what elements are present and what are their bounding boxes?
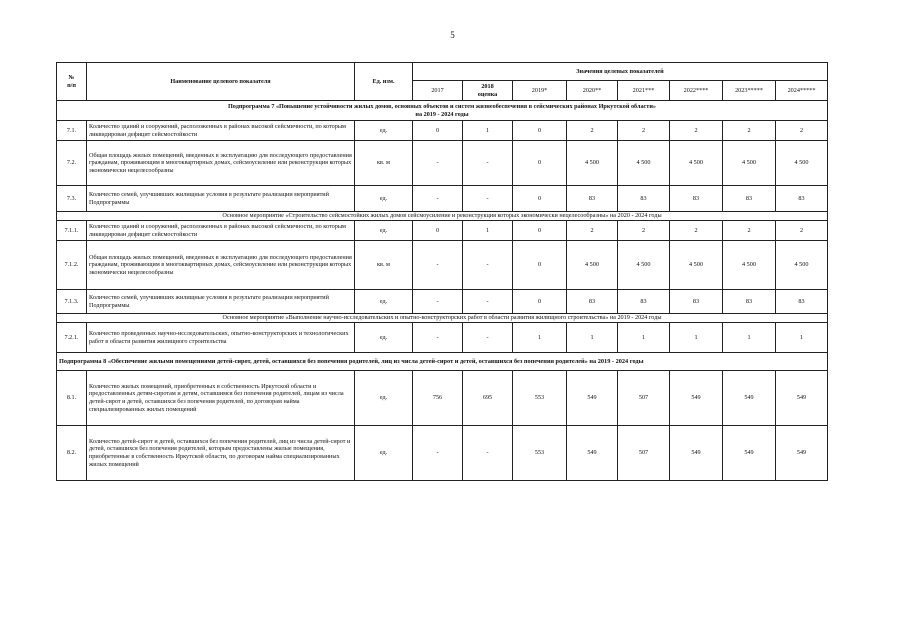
row-value: - [413, 186, 463, 212]
row-value: - [463, 141, 513, 186]
row-value: 83 [670, 186, 723, 212]
row-value: 507 [618, 426, 670, 481]
row-value: 549 [776, 426, 828, 481]
row-value: - [413, 241, 463, 290]
row-value: 0 [513, 241, 567, 290]
row-value: 83 [776, 290, 828, 314]
table-row [57, 221, 828, 241]
row-name: Общая площадь жилых помещений, введенных в эксплуатацию для последующего предоставления гражданам, проживающим в многоквартирных домах, сейсмоусиление или реконструкция которых экономически нецелесообразны [87, 241, 355, 290]
header-year: 2023***** [723, 81, 776, 101]
row-value: 549 [776, 371, 828, 426]
row-value: 549 [567, 426, 618, 481]
row-value: 1 [463, 221, 513, 241]
row-name: Количество детей-сирот и детей, оставшихся без попечения родителей, лиц из числа детей-сирот и детей, оставшихся без попечения родителей, которым предоставлены жилые помещения, приобретенные в собственность Иркутской области, по договорам найма специализированных жилых помещений [87, 426, 355, 481]
row-unit: кв. м [355, 241, 413, 290]
row-value: - [463, 290, 513, 314]
row-unit: ед. [355, 371, 413, 426]
row-value: 83 [567, 290, 618, 314]
row-name: Количество семей, улучшивших жилищные условия в результате реализации мероприятий Подпрограммы [87, 186, 355, 212]
subprogram-7-heading: Подпрограмма 7 «Повышение устойчивости жилых домов, основных объектов и систем жизнеобеспечения в сейсмических районах Иркутской области» на 2019 - 2024 годы [57, 101, 828, 121]
row-value: 756 [413, 371, 463, 426]
row-value: - [413, 290, 463, 314]
row-value: 2 [618, 221, 670, 241]
row-value: 2 [567, 121, 618, 141]
row-value: - [463, 426, 513, 481]
row-value: 695 [463, 371, 513, 426]
row-unit: ед. [355, 221, 413, 241]
row-value: 1 [463, 121, 513, 141]
row-value: 4 500 [723, 141, 776, 186]
row-num: 8.2. [57, 426, 87, 481]
table-row [57, 186, 828, 212]
row-unit: ед. [355, 290, 413, 314]
target-indicators-table [56, 62, 828, 481]
row-name: Количество проведенных научно-исследовательских, опытно-конструкторских и технологических работ в области развития жилищного строительства [87, 323, 355, 353]
row-value: 1 [513, 323, 567, 353]
row-value: 1 [723, 323, 776, 353]
row-value: 2 [670, 121, 723, 141]
page-number: 5 [450, 30, 455, 40]
row-num: 7.1. [57, 121, 87, 141]
row-value: 553 [513, 426, 567, 481]
row-num: 7.2. [57, 141, 87, 186]
row-value: 4 500 [670, 141, 723, 186]
row-value: 4 500 [776, 141, 828, 186]
table-row [57, 141, 828, 186]
row-value: 0 [513, 141, 567, 186]
row-value: - [463, 186, 513, 212]
header-year: 2017 [413, 81, 463, 101]
row-value: 1 [776, 323, 828, 353]
row-value: 83 [776, 186, 828, 212]
row-value: 4 500 [567, 241, 618, 290]
row-value: 2 [723, 121, 776, 141]
row-num: 7.1.2. [57, 241, 87, 290]
table-row [57, 290, 828, 314]
row-name: Общая площадь жилых помещений, введенных в эксплуатацию для последующего предоставления гражданам, проживающим в многоквартирных домах, сейсмоусиление или реконструкция которых экономически нецелесообразны [87, 141, 355, 186]
row-num: 7.3. [57, 186, 87, 212]
subprogram-8-heading: Подпрограмма 8 «Обеспечение жилыми помещениями детей-сирот, детей, оставшихся без попечения родителей, лиц из числа детей-сирот и детей, оставшихся без попечения родителей» на 2019 - 2024 годы [57, 353, 828, 371]
row-name: Количество жилых помещений, приобретенных в собственность Иркутской области и предоставленных детям-сиротам и детям, оставшимся без попечения родителей, лицам из числа детей-сирот и детей, оставшихся без попечения родителей, по договорам найма специализированных жилых помещений [87, 371, 355, 426]
row-name: Количество семей, улучшивших жилищные условия в результате реализации мероприятий Подпрограммы [87, 290, 355, 314]
row-value: 553 [513, 371, 567, 426]
row-unit: ед. [355, 426, 413, 481]
header-year: 2024***** [776, 81, 828, 101]
row-value: 2 [670, 221, 723, 241]
row-value: 1 [670, 323, 723, 353]
row-value: 549 [670, 371, 723, 426]
table-row [57, 323, 828, 353]
row-num: 7.1.1. [57, 221, 87, 241]
row-value: - [413, 141, 463, 186]
row-value: 2 [567, 221, 618, 241]
main-event-heading: Основное мероприятие «Выполнение научно-исследовательских и опытно-конструкторских работ в области развития жилищного строительства» на 2019 - 2024 годы [57, 314, 828, 323]
row-value: 1 [618, 323, 670, 353]
row-value: 0 [413, 221, 463, 241]
row-value: 83 [670, 290, 723, 314]
header-year: 2018 оценка [463, 81, 513, 101]
header-year: 2019* [513, 81, 567, 101]
row-value: 4 500 [723, 241, 776, 290]
row-value: 0 [513, 221, 567, 241]
row-value: 1 [567, 323, 618, 353]
row-name: Количество зданий и сооружений, расположенных в районах высокой сейсмичности, по которым ликвидирован дефицит сейсмостойкости [87, 221, 355, 241]
row-value: 2 [776, 221, 828, 241]
header-year: 2021*** [618, 81, 670, 101]
row-value: - [463, 241, 513, 290]
row-unit: ед. [355, 121, 413, 141]
row-value: 2 [776, 121, 828, 141]
row-value: 549 [670, 426, 723, 481]
row-value: 549 [567, 371, 618, 426]
row-value: 2 [618, 121, 670, 141]
main-event-heading: Основное мероприятие «Строительство сейсмостойких жилых домов сейсмоусиление и реконструкция которых экономически нецелесообразны» на 2020 - 2024 годы [57, 212, 828, 221]
row-value: 83 [723, 290, 776, 314]
row-value: 549 [723, 426, 776, 481]
row-value: 0 [513, 186, 567, 212]
row-value: 83 [618, 290, 670, 314]
table-row [57, 426, 828, 481]
row-num: 7.1.3. [57, 290, 87, 314]
table-row [57, 241, 828, 290]
header-num: № п/п [57, 63, 87, 101]
header-values-title: Значения целевых показателей [413, 63, 828, 81]
row-value: - [413, 323, 463, 353]
row-num: 8.1. [57, 371, 87, 426]
table-row [57, 121, 828, 141]
row-value: 0 [513, 290, 567, 314]
row-value: 0 [513, 121, 567, 141]
row-unit: кв. м [355, 141, 413, 186]
row-value: 83 [567, 186, 618, 212]
row-value: 4 500 [567, 141, 618, 186]
row-value: - [463, 323, 513, 353]
row-value: 83 [723, 186, 776, 212]
row-value: 549 [723, 371, 776, 426]
row-name: Количество зданий и сооружений, расположенных в районах высокой сейсмичности, по которым ликвидирован дефицит сейсмостойкости [87, 121, 355, 141]
header-year: 2020** [567, 81, 618, 101]
row-num: 7.2.1. [57, 323, 87, 353]
table-row [57, 371, 828, 426]
row-value: 4 500 [618, 141, 670, 186]
row-unit: ед. [355, 323, 413, 353]
header-unit: Ед. изм. [355, 63, 413, 101]
row-value: 83 [618, 186, 670, 212]
row-value: 4 500 [618, 241, 670, 290]
row-unit: ед. [355, 186, 413, 212]
header-year: 2022**** [670, 81, 723, 101]
row-value: 4 500 [776, 241, 828, 290]
row-value: - [413, 426, 463, 481]
row-value: 0 [413, 121, 463, 141]
row-value: 2 [723, 221, 776, 241]
row-value: 507 [618, 371, 670, 426]
header-name: Наименование целевого показателя [87, 63, 355, 101]
row-value: 4 500 [670, 241, 723, 290]
